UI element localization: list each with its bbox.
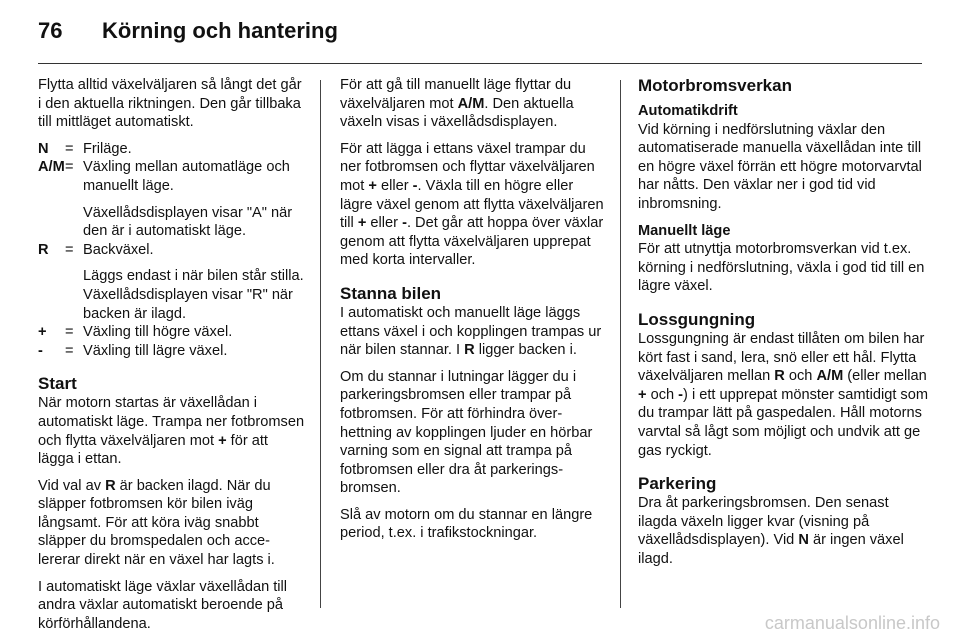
section-heading-start: Start	[38, 374, 77, 394]
definition-value: Växling till högre växel.	[83, 324, 233, 341]
automatic-paragraph: Vid körning i nedförslutning växlar den automatiserade manuella växellådan inte till en högre växel förrän ett högre motorvarvtal har nåtts. Den växlar ner i god tid vid inbromsning.	[638, 121, 922, 212]
definition-note: Växellådsdisplayen visar "A" när den är i automatiskt läge.	[83, 204, 293, 240]
column-3	[638, 76, 928, 576]
start-paragraph-1: När motorn startas är växellådan i automatiskt läge. Trampa ner fotbromsen och flytta växelväljaren mot + för att lägga i ettan.	[38, 395, 305, 468]
definition-text: Backväxel.	[83, 241, 154, 258]
definition-value: Växling till lägre växel.	[83, 342, 228, 359]
parking-paragraph: Dra åt parkeringsbromsen. Den senast ilagda växeln ligger kvar (visning på växellådsdisplayen). Vid N är ingen växel ilagd.	[638, 495, 904, 567]
definition-key: N	[38, 140, 49, 157]
column-divider-2	[620, 80, 621, 608]
page-title: Körning och hantering	[102, 18, 338, 43]
section-heading-parking: Parkering	[638, 474, 717, 494]
definition-key: +	[38, 324, 47, 341]
definition-eq: =	[65, 140, 74, 157]
definition-eq: =	[65, 342, 74, 359]
definition-key: A/M	[38, 159, 65, 176]
stop-paragraph-1: I automatiskt och manuellt läge läggs ettans växel i och kopplingen trampas ur när bilen stannar. I R ligger backen i.	[340, 304, 602, 359]
definition-row	[38, 241, 306, 323]
definition-value	[83, 140, 306, 159]
definition-eq: =	[65, 324, 74, 341]
definition-key: -	[38, 342, 43, 359]
definition-row	[38, 140, 306, 159]
subheading-manual: Manuellt läge	[638, 222, 731, 239]
rocking-paragraph: Lossgungning är endast tillåten om bilen har kört fast i sand, lera, snö eller ett hål. Flytta växelväljaren mellan R och A/M (eller mellan + och -) i ett upprepat mönster samtidigt som du trampar lätt på gaspedalen. Håll motorns varvtal så lågt som möjligt och undvik att ge gas ryckigt.	[638, 330, 928, 459]
page-number: 76	[38, 18, 63, 43]
start-paragraph-3: I automatiskt läge växlar växellådan till andra växlar automatiskt beroende på körförhållandena.	[38, 578, 288, 632]
section-heading-rocking: Lossgungning	[638, 309, 756, 329]
column-1	[38, 76, 306, 641]
column-divider-1	[320, 80, 321, 608]
selector-definitions	[38, 140, 306, 361]
manual-mode-paragraph: För att gå till manuellt läge flyttar du växelväljaren mot A/M. Den aktuella växeln visas i växellådsdisplayen.	[340, 77, 574, 131]
first-gear-paragraph: För att lägga i ettans växel trampar du ner fotbromsen och flyttar växelväljaren mot + eller -. Växla till en högre eller lägre växel genom att flytta växelväljaren till + eller -. Det går att hoppa över växlar genom att flytta växelväljaren upprepat med korta intervaller.	[340, 140, 604, 269]
stop-paragraph-3: Slå av motorn om du stannar en längre period, t.ex. i trafikstockningar.	[340, 506, 593, 542]
definition-row	[38, 323, 306, 342]
definition-text: Växling mellan automatläge och manuellt läge.	[83, 159, 290, 194]
subheading-automatic: Automatikdrift	[638, 103, 738, 119]
definition-eq: =	[65, 241, 74, 258]
section-heading-engine-braking: Motorbromsverkan	[638, 76, 792, 95]
intro-paragraph: Flytta alltid växelväljaren så långt det går i den aktuella riktningen. Den går tillbaka till mittläget automatiskt.	[38, 77, 302, 131]
definition-note: Läggs endast i när bilen står stilla. Växellådsdisplayen visar "R" när backen är ilagd.	[83, 268, 304, 322]
definition-value	[83, 241, 306, 323]
definition-value	[83, 158, 306, 240]
manual-paragraph: För att utnyttja motorbromsverkan vid t.ex. körning i nedförslutning, växla i god tid till en lägre växel.	[638, 241, 925, 295]
definition-key: R	[38, 241, 49, 258]
definition-eq: =	[65, 159, 74, 176]
definition-row	[38, 158, 306, 240]
column-2	[340, 76, 605, 551]
stop-paragraph-2: Om du stannar i lutningar lägger du i parkeringsbromsen eller trampar på fotbromsen. För att förhindra överhettning av kopplingen ljuder en hörbar varning som en signal att trampa på fotbromsen eller dra åt parkeringsbromsen.	[340, 368, 593, 497]
section-heading-stop: Stanna bilen	[340, 283, 442, 303]
start-paragraph-2: Vid val av R är backen ilagd. När du släpper fotbromsen kör bilen iväg långsamt. För att köra iväg snabbt släpper du bromspedalen och accelererar direkt när en växel har lagts i.	[38, 477, 275, 569]
watermark: carmanualsonline.info	[764, 613, 940, 633]
definition-row	[38, 342, 306, 361]
header-divider	[38, 63, 922, 64]
definition-text: Friläge.	[83, 140, 132, 157]
page-header	[38, 18, 338, 44]
